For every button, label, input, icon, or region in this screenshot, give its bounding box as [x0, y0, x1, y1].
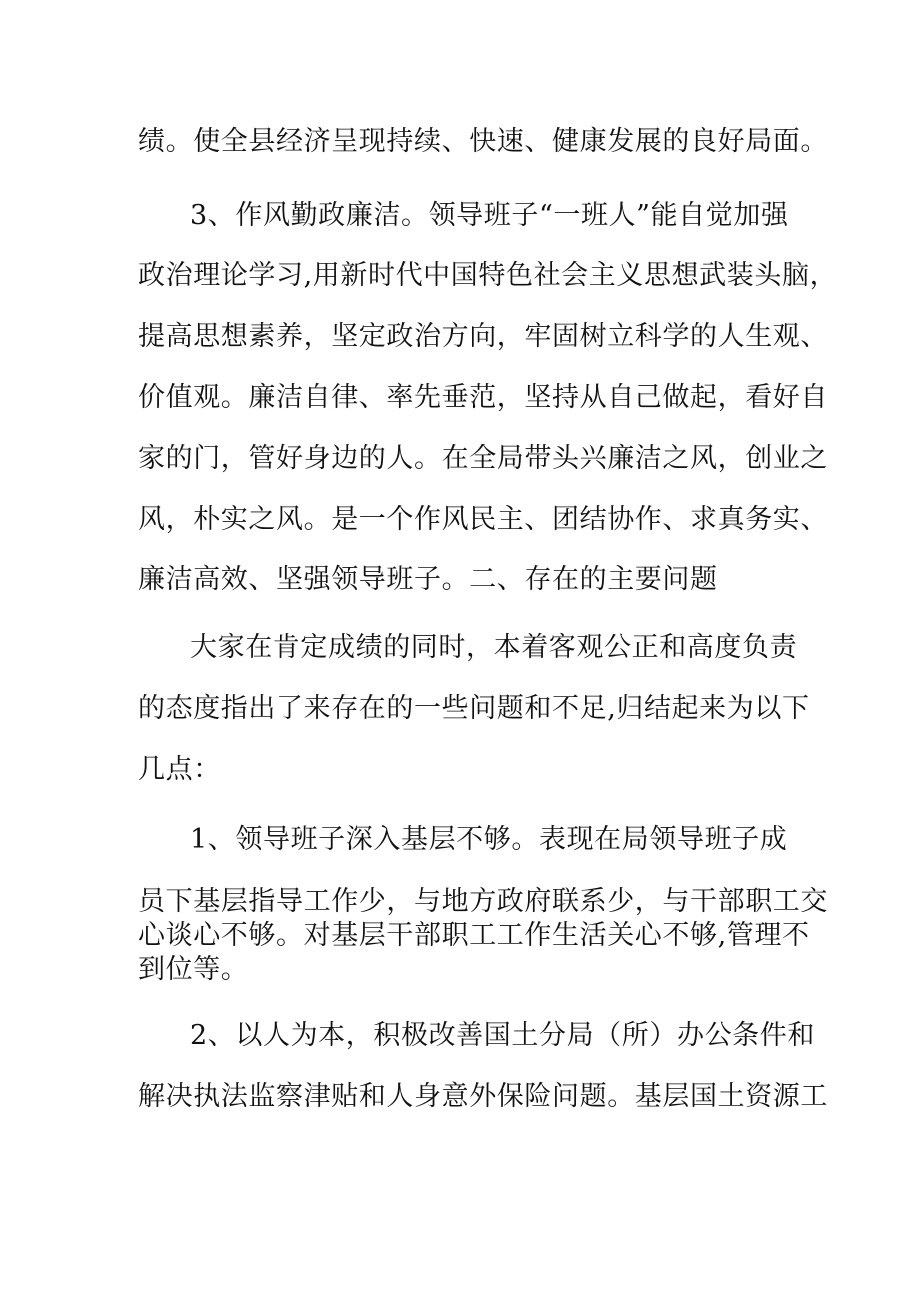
text-line: 价值观。廉洁自律、率先垂范，坚持从自己做起，看好自	[138, 382, 828, 413]
text-line: 解决执法监察津贴和人身意外保险问题。基层国土资源工	[138, 1081, 828, 1112]
text-line: 3、作风勤政廉洁。领导班子“一班人”能自觉加强	[190, 200, 789, 231]
text-line: 政治理论学习,用新时代中国特色社会主义思想武装头脑，	[138, 260, 838, 291]
text-line: 廉洁高效、坚强领导班子。二、存在的主要问题	[138, 564, 718, 595]
text-line: 2、以人为本，积极改善国土分局（所）办公条件和	[190, 1020, 815, 1051]
text-line: 家的门，管好身边的人。在全局带头兴廉洁之风，创业之	[138, 443, 828, 474]
text-line: 风，朴实之风。是一个作风民主、团结协作、求真务实、	[138, 504, 828, 535]
text-line: 的态度指出了来存在的一些问题和不足,归结起来为以下	[138, 693, 810, 724]
text-line: 到位等。	[138, 954, 249, 985]
text-line: 1、领导班子深入基层不够。表现在局领导班子成	[190, 824, 788, 855]
text-line: 提高思想素养，坚定政治方向，牢固树立科学的人生观、	[138, 321, 828, 352]
text-line: 几点：	[138, 754, 221, 785]
text-line: 心谈心不够。对基层干部职工工作生活关心不够,管理不	[138, 920, 810, 951]
text-line: 大家在肯定成绩的同时，本着客观公正和高度负责	[190, 632, 798, 663]
text-line: 绩。使全县经济呈现持续、快速、健康发展的良好局面。	[138, 126, 828, 157]
text-line: 员下基层指导工作少，与地方政府联系少，与干部职工交	[138, 886, 828, 917]
